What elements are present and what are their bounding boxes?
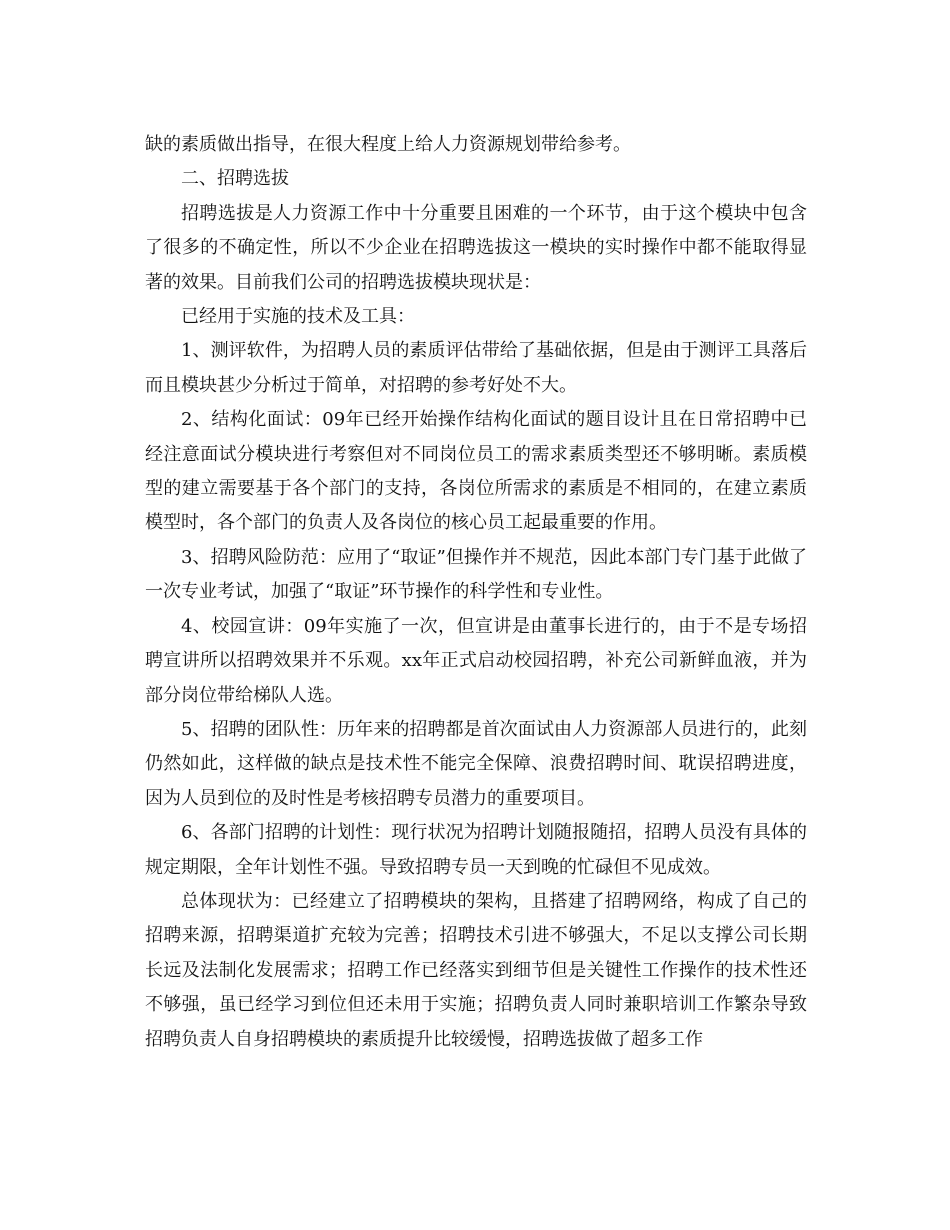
list-item: 6、各部门招聘的计划性：现行状况为招聘计划随报随招，招聘人员没有具体的规定期限，全年计划性不强。导致招聘专员一天到晚的忙碌但不见成效。 <box>145 822 807 878</box>
list-item: 2、结构化面试：09年已经开始操作结构化面试的题目设计且在日常招聘中已经注意面试分模块进行考察但对不同岗位员工的需求素质类型还不够明晰。素质模型的建立需要基于各个部门的支持，各岗位所需求的素质是不相同的，在建立素质模型时，各个部门的负责人及各岗位的核心员工起最重要的作用。 <box>145 409 807 534</box>
list-item: 3、招聘风险防范：应用了“取证”但操作并不规范，因此本部门专门基于此做了一次专业考试，加强了“取证”环节操作的科学性和专业性。 <box>145 546 807 603</box>
paragraph: 已经用于实施的技术及工具： <box>181 306 415 328</box>
section-heading: 二、招聘选拔 <box>181 168 289 190</box>
document-body <box>145 128 807 1057</box>
list-item: 4、校园宣讲：09年实施了一次，但宣讲是由董事长进行的，由于不是专场招聘宣讲所以招聘效果并不乐观。xx年正式启动校园招聘，补充公司新鲜血液，并为部分岗位带给梯队人选。 <box>145 615 807 706</box>
paragraph: 招聘选拔是人力资源工作中十分重要且困难的一个环节，由于这个模块中包含了很多的不确定性，所以不少企业在招聘选拔这一模块的实时操作中都不能取得显著的效果。目前我们公司的招聘选拔模块现状是： <box>145 202 807 293</box>
paragraph-continuation: 缺的素质做出指导，在很大程度上给人力资源规划带给参考。 <box>145 134 631 155</box>
summary-paragraph: 总体现状为：已经建立了招聘模块的架构，且搭建了招聘网络，构成了自己的招聘来源，招聘渠道扩充较为完善；招聘技术引进不够强大，不足以支撑公司长期长远及法制化发展需求；招聘工作已经落实到细节但是关键性工作操作的技术性还不够强，虽已经学习到位但还未用于实施；招聘负责人同时兼职培训工作繁杂导致招聘负责人自身招聘模块的素质提升比较缓慢，招聘选拔做了超多工作 <box>145 890 807 1050</box>
list-item: 1、测评软件，为招聘人员的素质评估带给了基础依据，但是由于测评工具落后而且模块甚少分析过于简单，对招聘的参考好处不大。 <box>145 340 807 396</box>
list-item: 5、招聘的团队性：历年来的招聘都是首次面试由人力资源部人员进行的，此刻仍然如此，这样做的缺点是技术性不能完全保障、浪费招聘时间、耽误招聘进度，因为人员到位的及时性是考核招聘专员潜力的重要项目。 <box>145 718 807 809</box>
